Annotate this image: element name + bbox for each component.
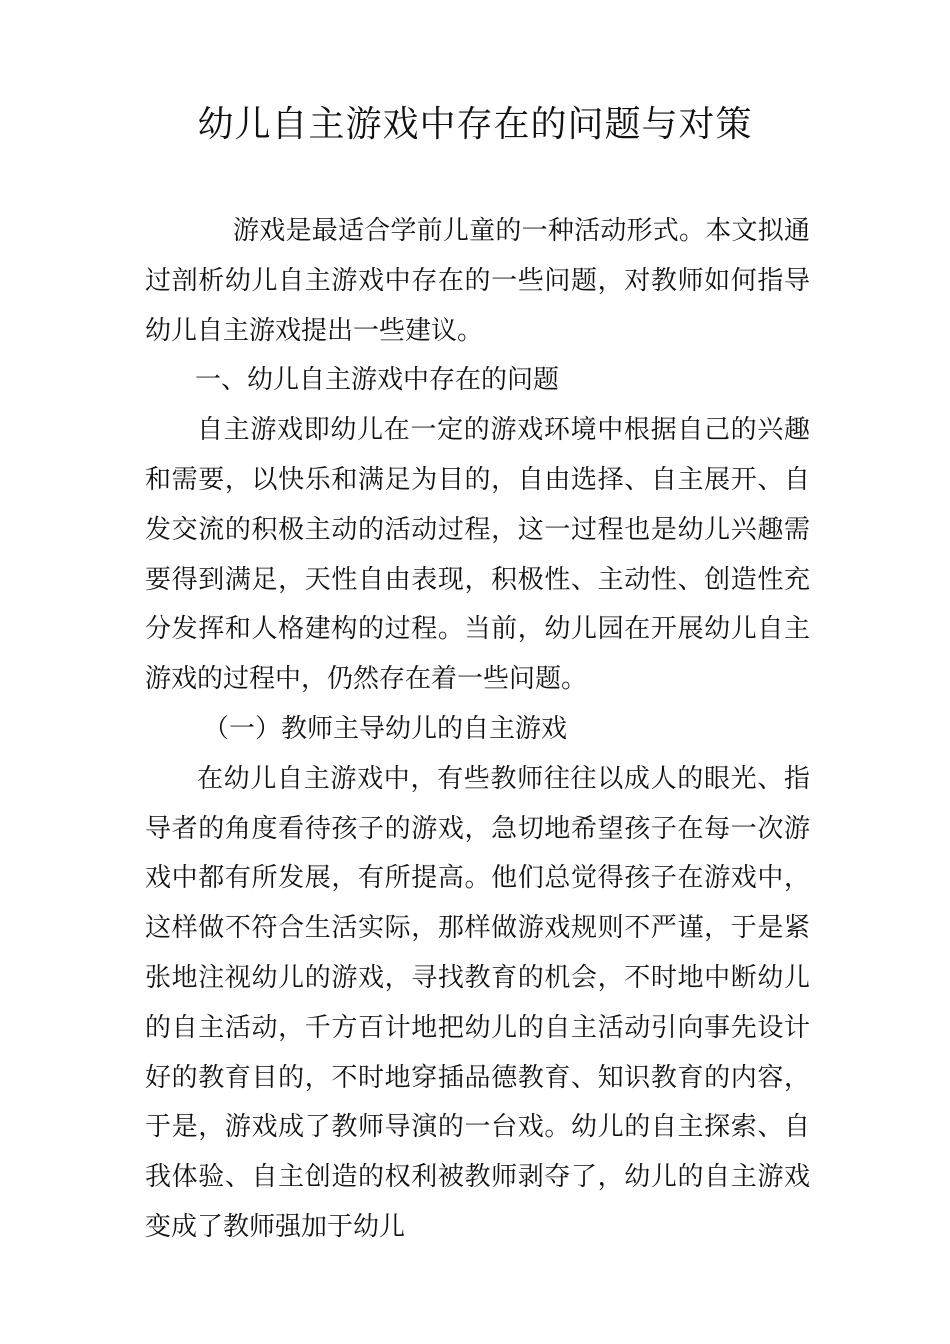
body-paragraph: 在幼儿自主游戏中，有些教师往往以成人的眼光、指导者的角度看待孩子的游戏，急切地希望孩子在每一次游戏中都有所发展，有所提高。他们总觉得孩子在游戏中，这样做不符合生活实际，那样做游戏规则不严谨，于是紧张地注视幼儿的游戏，寻找教育的机会，不时地中断幼儿的自主活动，千方百计地把幼儿的自主活动引向事先设计好的教育目的，不时地穿插品德教育、知识教育的内容，于是，游戏成了教师导演的一台戏。幼儿的自主探索、自我体验、自主创造的权利被教师剥夺了，幼儿的自主游戏变成了教师强加于幼儿	[145, 763, 810, 1242]
document-body	[145, 207, 810, 1253]
subsection-heading: （一）教师主导幼儿的自主游戏	[203, 713, 568, 744]
document-title: 幼儿自主游戏中存在的问题与对策	[197, 104, 753, 145]
intro-paragraph: 游戏是最适合学前儿童的一种活动形式。本文拟通过剖析幼儿自主游戏中存在的一些问题，对教师如何指导幼儿自主游戏提出一些建议。	[145, 216, 810, 346]
section-heading: 一、幼儿自主游戏中存在的问题	[195, 365, 560, 396]
body-paragraph: 自主游戏即幼儿在一定的游戏环境中根据自己的兴趣和需要，以快乐和满足为目的，自由选择、自主展开、自发交流的积极主动的活动过程，这一过程也是幼儿兴趣需要得到满足，天性自由表现，积极性、主动性、创造性充分发挥和人格建构的过程。当前，幼儿园在开展幼儿自主游戏的过程中，仍然存在着一些问题。	[145, 415, 810, 695]
